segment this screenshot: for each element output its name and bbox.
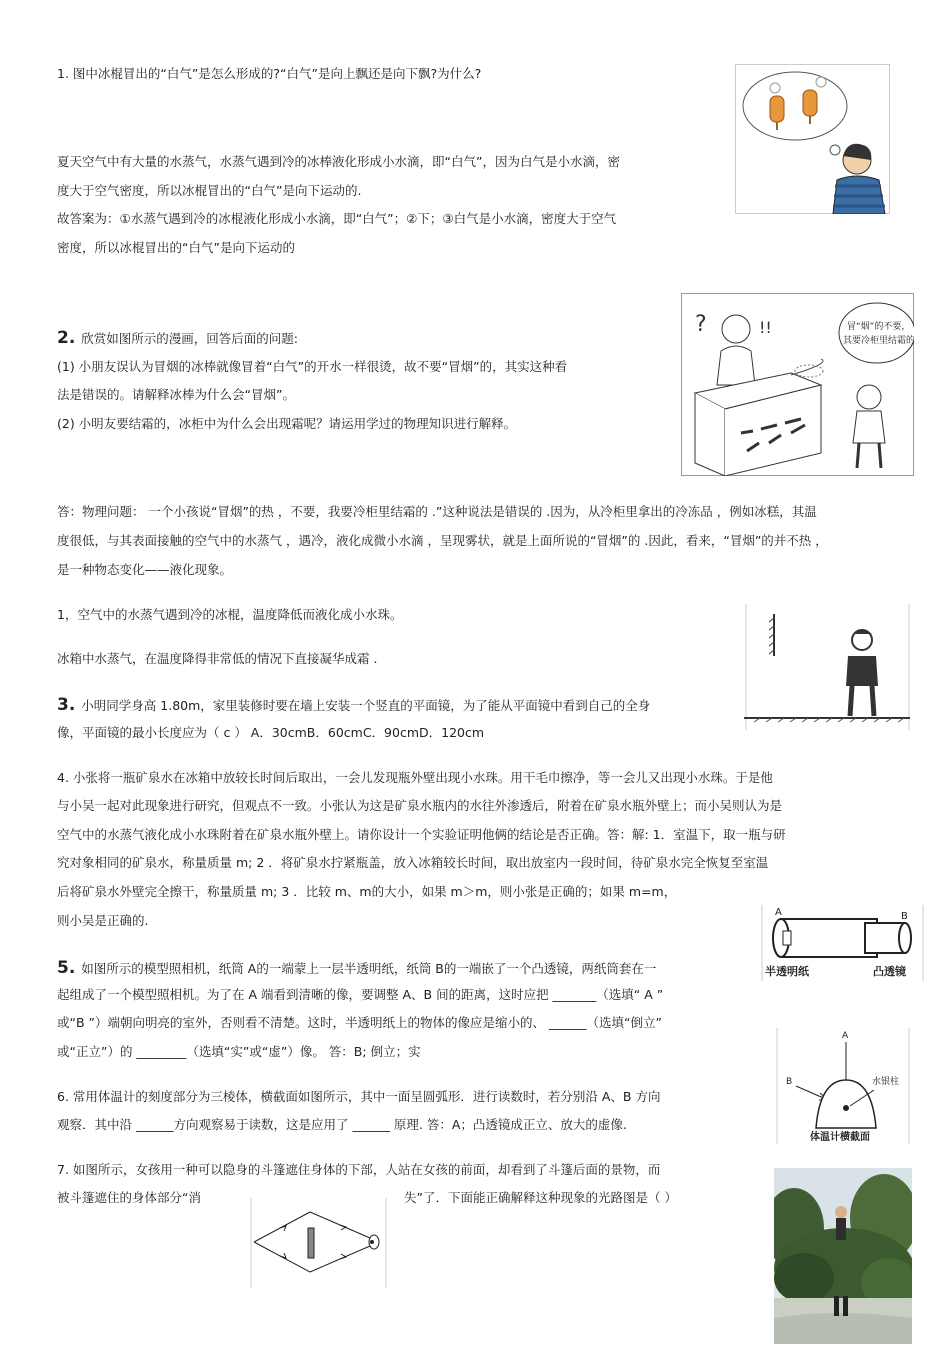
label-a: A: [842, 1031, 849, 1041]
q7-line: 7. 如图所示，女孩用一种可以隐身的斗篷遮住身体的下部，人站在女孩的前面，却看到了斗篷后面的景物，而: [57, 1162, 661, 1177]
q3-text: 小明同学身高 1.80m，家里装修时要在墙上安装一个竖直的平面镜，为了能从平面镜中看到自己的全身: [81, 698, 651, 713]
mirror-person-figure: [744, 604, 910, 730]
q2-question: [57, 330, 298, 347]
boy-popsicle-figure: [735, 64, 890, 214]
q2-answer-line: 答：物理问题： 一个小孩说“冒烟”的热 ，不要，我要冷柜里结霜的 .”这种说法是错误的 .因为，从冷柜里拿出的冷冻品 ，例如冰糕，其温: [57, 504, 817, 519]
q4-line: 究对象相同的矿泉水，称量质量 m; 2 ．将矿泉水拧紧瓶盖，放入冰箱较长时间，取出放室内一段时间，待矿泉水完全恢复至室温: [57, 855, 769, 870]
label-cross-section: 体温计横截面: [810, 1132, 870, 1143]
ice-cabinet-cartoon: [681, 293, 914, 476]
q3-question: [57, 697, 650, 714]
q2-answer-line: 度很低，与其表面接触的空气中的水蒸气 ，遇冷，液化成微小水滴 ，呈现雾状，就是上面所说的“冒烟”的 .因此，看来，“冒烟”的并不热 ，: [57, 533, 828, 548]
q5-text: 如图所示的模型照相机，纸筒 A的一端蒙上一层半透明纸，纸筒 B的一端嵌了一个凸透镜，两纸筒套在一: [81, 961, 657, 976]
q3-choices: 像，平面镜的最小长度应为（ c ） A．30cmB．60cmC．90cmD．120cm: [57, 725, 485, 740]
q2-answer-line: 1，空气中的水蒸气遇到冷的冰棍，温度降低而液化成小水珠。: [57, 607, 403, 622]
thermometer-cross-section-figure: [776, 1028, 910, 1144]
label-mercury-column: 水银柱: [872, 1077, 900, 1087]
q5-question: [57, 960, 656, 977]
q4-line: 4. 小张将一瓶矿泉水在冰箱中放较长时间后取出，一会儿发现瓶外壁出现小水珠。用干毛巾擦净，等一会儿又出现小水珠。于是他: [57, 770, 773, 785]
exclamation-marks: !!: [759, 318, 772, 337]
label-b: B: [786, 1077, 793, 1087]
cloak-girl-photo: [774, 1168, 912, 1344]
q2-number: 2.: [57, 328, 76, 348]
q4-line: 空气中的水蒸气液化成小水珠附着在矿泉水瓶外壁上。请你设计一个实验证明他俩的结论是否正确。答：解: 1．室温下，取一瓶与研: [57, 827, 786, 842]
q4-line: 则小吴是正确的.: [57, 913, 149, 928]
q2-title: 欣赏如图所示的漫画，回答后面的问题:: [81, 331, 299, 346]
q2-answer-line: 冰箱中水蒸气，在温度降得非常低的情况下直接凝华成霜 .: [57, 651, 378, 666]
q3-number: 3.: [57, 695, 76, 715]
q5-line: 起组成了一个模型照相机。为了在 A 端看到清晰的像，要调整 A、B 间的距离，这时应把 _______（选填“ A ”: [57, 987, 664, 1002]
q5-number: 5.: [57, 958, 76, 978]
label-convex-lens: 凸透镜: [873, 965, 906, 978]
q5-line: 或“正立”）的 ________（选填“实”或“虚”）像。 答：B; 倒立；实: [57, 1044, 421, 1059]
q4-line: 后将矿泉水外壁完全擦干，称量质量 m; 3 ．比较 m、m的大小，如果 m＞m，则小张是正确的；如果 m=m，: [57, 884, 677, 899]
q7-line-part: 被斗篷遮住的身体部分“消: [57, 1190, 201, 1205]
q2-answer-line: 是一种物态变化——液化现象。: [57, 562, 233, 577]
q1-answer-line: 度大于空气密度，所以冰棍冒出的“白气”是向下运动的.: [57, 183, 362, 198]
q6-line: 6. 常用体温计的刻度部分为三棱体，横截面如图所示，其中一面呈圆弧形．进行读数时，若分别沿 A、B 方向: [57, 1089, 661, 1104]
q5-line: 或“B ”）端朝向明亮的室外，否则看不清楚。这时，半透明纸上的物体的像应是缩小的、 ______（选填“倒立”: [57, 1015, 662, 1030]
q7-line-part: 失”了．下面能正确解释这种现象的光路图是（ ）: [404, 1190, 677, 1205]
q6-line: 观察．其中沿 ______方向观察易于读数，这是应用了 ______ 原理. 答：A；凸透镜成正立、放大的虚像.: [57, 1117, 627, 1132]
model-camera-figure: [761, 905, 924, 981]
label-a: A: [775, 907, 782, 918]
svg-text:冒“烟”的不要， 其要冷柜里结霜的: 冒“烟”的不要， 其要冷柜里结霜的: [843, 322, 914, 346]
q2-subquestion: (2) 小明友要结霜的，冰柜中为什么会出现霜呢？请运用学过的物理知识进行解释。: [57, 416, 517, 431]
light-path-diagram: [250, 1198, 387, 1288]
q2-subquestion: (1) 小朋友误认为冒烟的冰棒就像冒着“白气”的开水一样很烫，故不要“冒烟”的，其实这种看: [57, 359, 568, 374]
question-mark: ?: [695, 312, 707, 337]
q1-answer-line: 密度，所以冰棍冒出的“白气”是向下运动的: [57, 240, 295, 255]
q1-answer-line: 夏天空气中有大量的水蒸气，水蒸气遇到冷的冰棒液化形成小水滴，即“白气”，因为白气是小水滴，密: [57, 154, 620, 169]
q1-answer-line: 故答案为：①水蒸气遇到冷的冰棍液化形成小水滴，即“白气”；②下；③白气是小水滴，密度大于空气: [57, 211, 617, 226]
q2-subquestion: 法是错误的。请解释冰棒为什么会“冒烟”。: [57, 387, 295, 402]
label-b: B: [901, 911, 908, 922]
label-translucent-paper: 半透明纸: [765, 965, 809, 978]
q4-line: 与小吴一起对此现象进行研究，但观点不一致。小张认为这是矿泉水瓶内的水往外渗透后，附着在矿泉水瓶外壁上；而小吴则认为是: [57, 798, 783, 813]
q1-question: 1. 图中冰棍冒出的“白气”是怎么形成的?“白气”是向上飘还是向下飘?为什么?: [57, 66, 482, 81]
